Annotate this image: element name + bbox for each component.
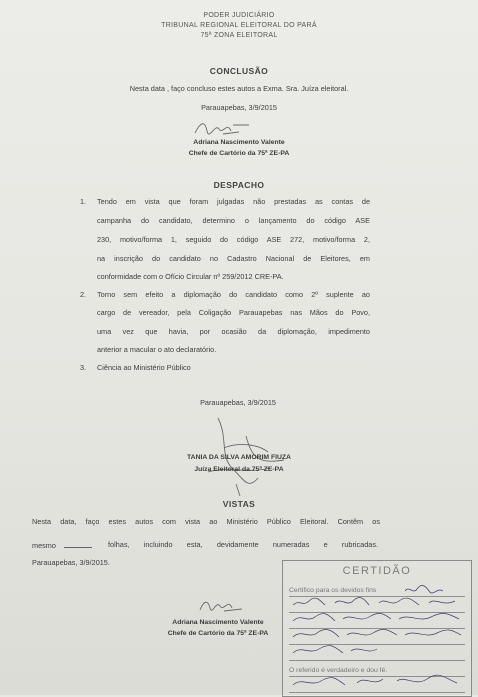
despacho-item-line: cargo de vereador, pela Coligação Parauapebas nas Mãos do Povo, xyxy=(97,308,370,317)
despacho-title: DESPACHO xyxy=(213,180,265,190)
despacho-item-line: anterior a macular o ato declaratório. xyxy=(97,345,217,354)
conclusao-signer-name: Adriana Nascimento Valente xyxy=(193,139,285,146)
vistas-signature-scribble xyxy=(198,596,246,614)
vistas-line-2-prefix: mesmo xyxy=(32,541,56,550)
vistas-signer-role: Chefe de Cartório da 75ª ZE-PA xyxy=(167,630,269,637)
despacho-item-line: 230, motivo/forma 1, seguido do código ASE 272, motivo/forma 2, xyxy=(97,235,370,244)
certidao-printed-text: Certifico para os devidos fins xyxy=(289,587,377,594)
despacho-item-line: uma vez que havia, por ocasião da diplomação, impedimento xyxy=(97,327,370,336)
conclusao-title: CONCLUSÃO xyxy=(209,66,269,76)
vistas-signer-name: Adriana Nascimento Valente xyxy=(172,619,264,626)
header-line-3: 75ª ZONA ELEITORAL xyxy=(200,32,278,39)
despacho-item-line: Tendo em vista que foram julgadas não prestadas as contas de xyxy=(97,197,370,206)
judge-signature-scribble xyxy=(188,408,298,498)
vistas-title: VISTAS xyxy=(222,499,256,509)
conclusao-signer-role: Chefe de Cartório da 75ª ZE-PA xyxy=(188,150,290,157)
conclusao-signature-scribble xyxy=(193,117,253,139)
despacho-item-number: 1. xyxy=(80,197,87,206)
judge-name: TANIA DA SILVA AMORIM FIUZA xyxy=(187,454,291,461)
certidao-handwriting-scribble xyxy=(287,583,469,693)
vistas-line-1: Nesta data, faço estes autos com vista ao Ministério Público Eleitoral. Contêm os xyxy=(32,517,380,526)
despacho-place-date: Parauapebas, 3/9/2015 xyxy=(200,398,276,407)
despacho-item-line: na inscrição do candidato no Cadastro Nacional de Eleitores, em xyxy=(97,254,370,263)
vistas-place-date: Parauapebas, 3/9/2015. xyxy=(32,558,110,567)
conclusao-place-date: Parauapebas, 3/9/2015 xyxy=(201,103,277,112)
certidao-stamp xyxy=(282,560,472,697)
header-line-2: TRIBUNAL REGIONAL ELEITORAL DO PARÁ xyxy=(161,22,317,29)
despacho-item-line: conformidade com o Ofício Circular nº 259/2012 CRE-PA. xyxy=(97,272,284,281)
conclusao-text: Nesta data , faço concluso estes autos a Exma. Sra. Juíza eleitoral. xyxy=(129,84,349,93)
certidao-closing-text: O referido é verdadeiro e dou fé. xyxy=(289,667,388,674)
judge-role: Juíza Eleitoral da 75ª ZE-PA xyxy=(194,466,284,473)
despacho-item-line: Torno sem efeito a diplomação do candidato como 2º suplente ao xyxy=(97,290,370,299)
certidao-title: CERTIDÃO xyxy=(342,565,412,577)
vistas-line-2-end: folhas, incluindo esta, devidamente numeradas e rubricadas. xyxy=(108,540,378,549)
despacho-item-line: Ciência ao Ministério Público xyxy=(97,363,191,372)
header-line-1: PODER JUDICIÁRIO xyxy=(203,12,275,19)
despacho-item-line: campanha do candidato, determino o lançamento do código ASE xyxy=(97,216,370,225)
page-count-blank xyxy=(64,540,92,548)
despacho-item-number: 3. xyxy=(80,363,87,372)
despacho-item-number: 2. xyxy=(80,290,87,299)
vistas-line-2-start xyxy=(32,540,98,550)
